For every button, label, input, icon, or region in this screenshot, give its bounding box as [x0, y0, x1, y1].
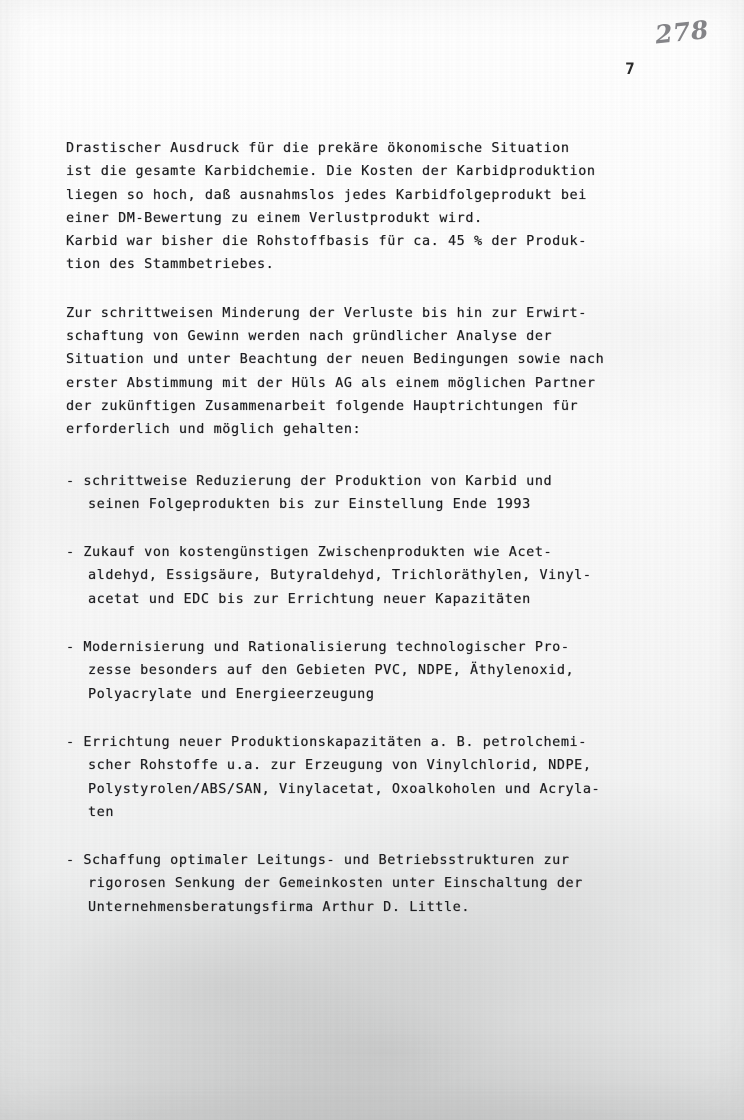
- text-line: liegen so hoch, daß ausnahmslos jedes Karbidfolgeprodukt bei: [66, 187, 587, 203]
- text-line: - Modernisierung und Rationalisierung technologischer Pro-: [66, 640, 570, 656]
- text-line: - Schaffung optimaler Leitungs- und Betriebsstrukturen zur: [66, 853, 570, 869]
- page-number: 7: [625, 59, 635, 78]
- text-line: Drastischer Ausdruck für die prekäre ökonomische Situation: [66, 141, 570, 156]
- list-item: [66, 636, 696, 706]
- text-line: schaftung von Gewinn werden nach gründlicher Analyse der: [66, 329, 553, 345]
- list-item: [66, 541, 696, 611]
- text-line: einer DM-Bewertung zu einem Verlustprodukt wird.: [66, 210, 483, 226]
- paragraph-1: [66, 137, 696, 277]
- text-line: - Errichtung neuer Produktionskapazitäten a. B. petrolchemi-: [66, 734, 587, 750]
- text-line: erster Abstimmung mit der Hüls AG als einem möglichen Partner: [66, 375, 596, 391]
- text-line: Situation und unter Beachtung der neuen Bedingungen sowie nach: [66, 352, 605, 368]
- text-line: erforderlich und möglich gehalten:: [66, 422, 362, 438]
- text-line: ten: [88, 804, 115, 820]
- text-line: Polystyrolen/ABS/SAN, Vinylacetat, Oxoalkoholen und Acryla-: [88, 781, 601, 797]
- typescript-body: [66, 137, 696, 944]
- text-line: scher Rohstoffe u.a. zur Erzeugung von Vinylchlorid, NDPE,: [88, 758, 592, 774]
- list-item: [66, 470, 696, 517]
- text-line: seinen Folgeprodukten bis zur Einstellung Ende 1993: [88, 496, 531, 512]
- text-line: rigorosen Senkung der Gemeinkosten unter Einschaltung der: [88, 876, 583, 892]
- text-line: Zur schrittweisen Minderung der Verluste bis hin zur Erwirt-: [66, 305, 587, 321]
- text-line: - schrittweise Reduzierung der Produktion von Karbid und: [66, 473, 553, 489]
- text-line: aldehyd, Essigsäure, Butyraldehyd, Trichloräthylen, Vinyl-: [88, 568, 592, 584]
- list-item: [66, 731, 696, 824]
- text-line: acetat und EDC bis zur Errichtung neuer Kapazitäten: [88, 591, 531, 607]
- measures-list: [66, 470, 696, 919]
- text-line: der zukünftigen Zusammenarbeit folgende Hauptrichtungen für: [66, 398, 579, 414]
- handwritten-archive-number: 278: [653, 14, 711, 50]
- text-line: Polyacrylate und Energieerzeugung: [88, 686, 375, 702]
- text-line: tion des Stammbetriebes.: [66, 257, 275, 273]
- text-line: Karbid war bisher die Rohstoffbasis für ca. 45 % der Produk-: [66, 234, 587, 250]
- paragraph-2: [66, 302, 696, 442]
- list-item: [66, 849, 696, 919]
- text-line: zesse besonders auf den Gebieten PVC, NDPE, Äthylenoxid,: [88, 663, 575, 679]
- text-line: Unternehmensberatungsfirma Arthur D. Little.: [88, 899, 471, 915]
- text-line: ist die gesamte Karbidchemie. Die Kosten der Karbidproduktion: [66, 164, 596, 180]
- text-line: - Zukauf von kostengünstigen Zwischenprodukten wie Acet-: [66, 545, 553, 561]
